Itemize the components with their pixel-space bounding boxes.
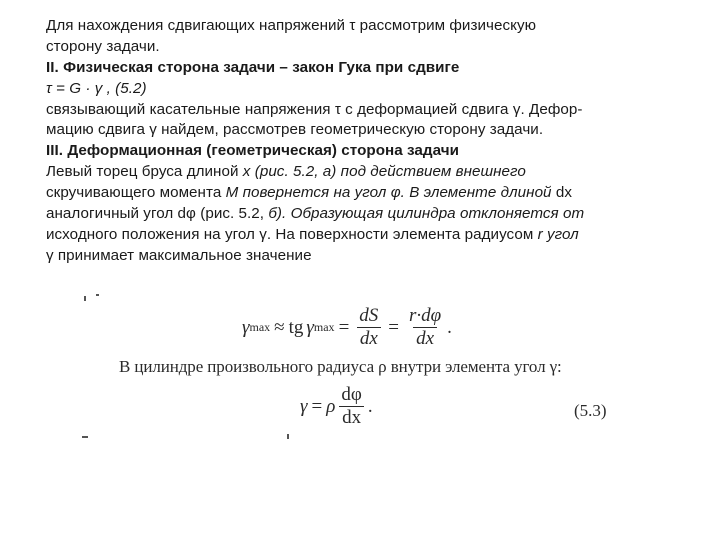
formula-hooke: τ = G · γ , (5.2)	[46, 79, 147, 97]
fraction-denominator: dx	[357, 327, 381, 350]
section-heading-physical: II. Физическая сторона задачи – закон Гука при сдвиге	[46, 58, 460, 76]
scan-artifact-mark	[287, 434, 289, 439]
formula-operator: =	[311, 395, 323, 417]
document-text	[46, 16, 686, 267]
formula-fraction	[338, 384, 364, 429]
formula-punctuation: .	[447, 316, 452, 338]
text-line-8-b: х (рис. 5.2, а) под действием внешнего	[242, 163, 526, 181]
scan-artifact-mark	[84, 296, 86, 301]
text-line-9-c: dх	[555, 184, 572, 202]
formula-punctuation: .	[367, 395, 373, 417]
text-line-5: связывающий касательные напряжения τ с деформацией сдвига γ. Дефор-	[46, 100, 583, 118]
text-line-9-a: скручивающего момента	[46, 184, 226, 202]
formula-subscript: max	[313, 320, 335, 334]
text-line-8-a: Левый торец бруса длиной	[46, 163, 243, 181]
text-line-10	[46, 204, 686, 225]
formula-gamma-max	[242, 305, 452, 350]
section-heading-deformation: III. Деформационная (геометрическая) сторона задачи	[46, 142, 459, 160]
text-line-12: γ принимает максимальное значение	[46, 246, 312, 264]
text-line-6: мацию сдвига γ найдем, рассмотрев геометрическую сторону задачи.	[46, 121, 544, 139]
fraction-numerator: r·dφ	[409, 305, 442, 326]
formula-symbol: ρ	[326, 395, 336, 417]
text-line-10-a: аналогичный угол dφ (рис. 5.2,	[46, 205, 269, 223]
formula-gamma-rho	[300, 384, 373, 429]
scanned-formula-image	[72, 290, 632, 450]
text-line-10-b: б). Образующая цилиндра отклоняется от	[268, 205, 585, 223]
text-line-9-b: М повернется на угол φ. В элементе длиной	[225, 184, 556, 202]
formula-operator: =	[388, 316, 399, 338]
scan-artifact-mark	[96, 294, 99, 296]
scanned-sentence: В цилиндре произвольного радиуса ρ внутри элемента угол γ:	[119, 357, 562, 376]
formula-fraction	[406, 305, 444, 350]
formula-symbol: γ	[242, 316, 250, 338]
formula-operator: =	[338, 316, 350, 338]
scan-artifact-mark	[82, 436, 88, 438]
text-line-2: сторону задачи.	[46, 37, 160, 55]
text-line-11	[46, 225, 686, 246]
formula-fraction	[356, 305, 381, 350]
formula-operator: ≈	[274, 316, 285, 338]
equation-number: (5.3)	[574, 401, 607, 420]
text-line-11-a: исходного положения на угол γ. На поверхности элемента радиусом	[46, 225, 538, 243]
fraction-numerator: dS	[359, 305, 379, 326]
text-line-11-b: r угол	[537, 225, 579, 243]
fraction-denominator: dx	[413, 327, 437, 350]
text-line-1: Для нахождения сдвигающих напряжений τ рассмотрим физическую	[46, 17, 537, 34]
formula-symbol: γ	[300, 395, 308, 417]
text-line-9	[46, 183, 686, 204]
formula-subscript: max	[249, 320, 271, 334]
formula-function: tg	[288, 316, 304, 338]
fraction-numerator: dφ	[341, 384, 362, 405]
formula-symbol: γ	[306, 316, 314, 338]
fraction-denominator: dx	[339, 406, 364, 429]
text-line-8	[46, 162, 686, 183]
